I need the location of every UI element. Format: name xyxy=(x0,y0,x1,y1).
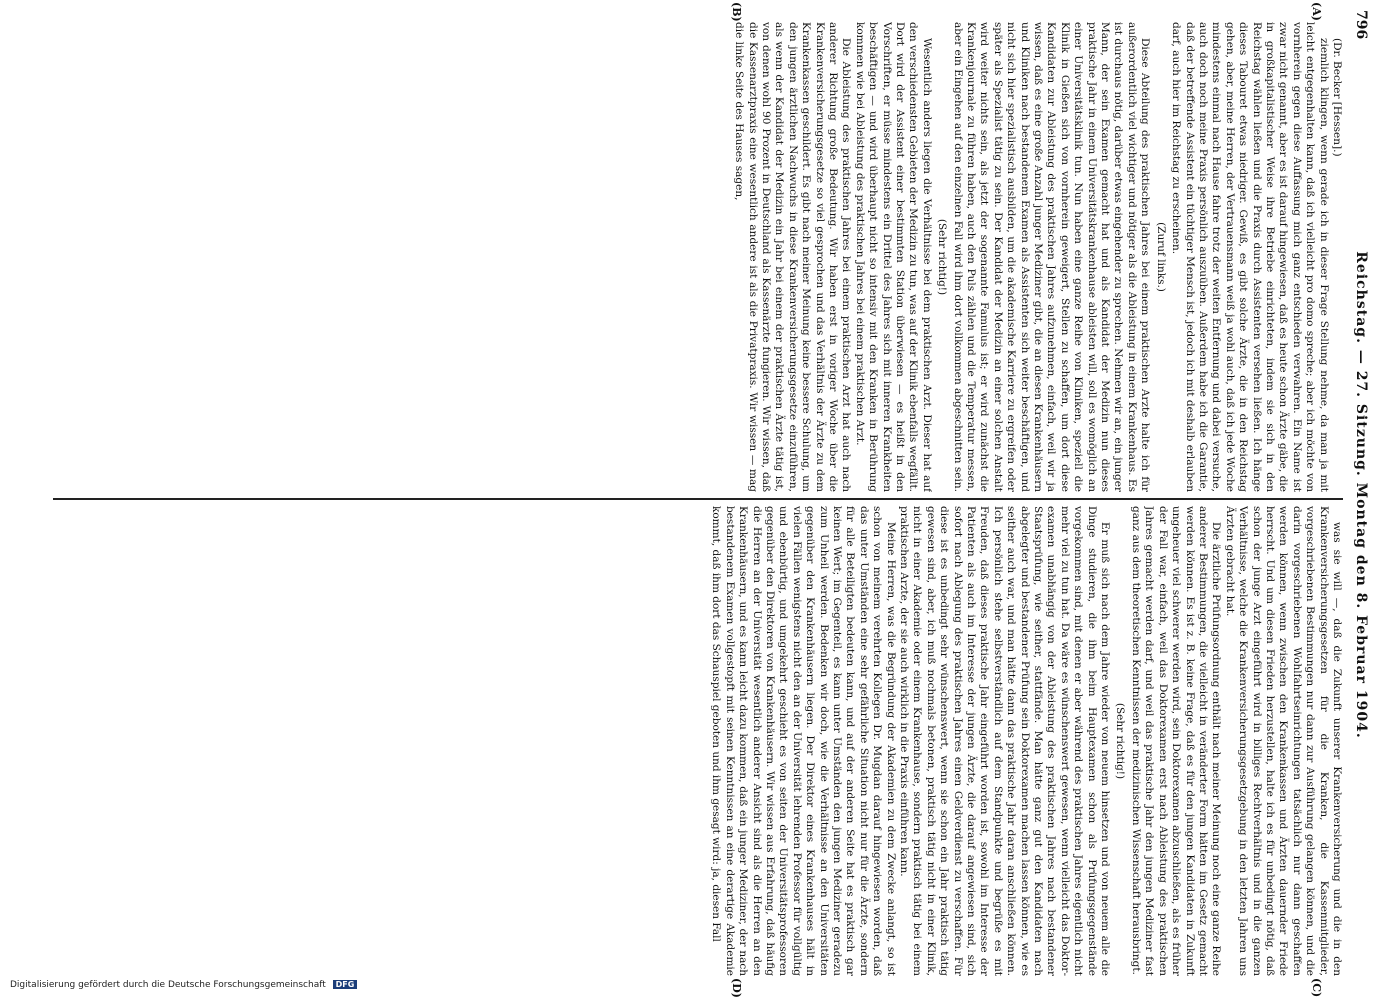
interjection: (Sehr richtig!) xyxy=(936,218,949,296)
column-divider xyxy=(53,498,1343,500)
margin-mark-c: (C) xyxy=(1310,978,1323,998)
paragraph: Die ärztliche Prüfungsordnung enthält nach meiner Meinung noch eine ganze Reihe anderer Bestimmungen, die vielleicht in veränderter Form hätten im Gesetz gemacht werden können. Es ist z. B. keine Frage, daß es für den jungen Kandidaten in Zukunft ungeheuer viel schwerer werden wird, sein Doktorexamen abzuschließen, als es früher der Fall war, einfach, weil das Doktorexamen erst nach Ableistung des praktischen Jahres gemacht werden darf, und weil das praktische Jahr den jungen Mediziner fast ganz aus dem theoretischen Kenntnissen der medizinischen Wissenschaft herausbringt. xyxy=(1129,506,1223,976)
page-header xyxy=(1345,10,1369,980)
paragraph: Meine Herren, was die Begründung der Akademien zu dem Zwecke anlangt, so ist schon von meinem verehrten Kollegen Dr. Mugdan darauf hingewiesen worden, daß das unter Umständen eine sehr gefährliche Situation nicht nur für die Ärzte, sondern für alle Beteiligten bedeuten kann, und auf der anderen Seite hat es praktisch gar keinen Wert; im Gegenteil, es kann unter Umständen den jungen Mediziner geradezu zum Unheil werden. Bedenken wir doch, wie die Verhältnisse an den Universitäten gegenüber den Krankenhäusern liegen. Der Direktor eines Krankenhauses hält in vielen Fällen wenigstens nicht den an der Universität lehrenden Professor für vollgültig und ebenbürtig, und umgekehrt geschieht es von seiten der Universitätsprofessoren gegenüber den Direktoren von Krankenhäusern. Wir wissen aus Erfahrung, daß häufig die Herren an der Universität wesentlich anderer Ansicht sind als die Herren an den Krankenhäusern, und es kann leicht dazu kommen, daß ein junger Mediziner, der nach bestandenem Examen vollgestopft mit seinen Kenntnissen an eine derartige Akademie kommt, daß ihm dort das Schauspiel geboten und ihm gesagt wird: ja, diesen Fall xyxy=(710,506,897,976)
paragraph: Wesentlich anders liegen die Verhältnisse bei dem praktischen Arzt. Dieser hat auf den verschiedensten Gebieten der Medizin zu tun, was auf der Klinik ebenfalls wegfällt. Dort wird der Assistent einer bestimmten Station überwiesen — es heißt in den Vorschriften, er müsse mindestens ein Drittel des Jahres sich mit inneren Krankheiten beschäftigen — und wird überhaupt nicht so intensiv mit den Kranken in Berührung kommen wie bei Ableistung des praktischen Jahres bei einem praktischen Arzt. xyxy=(853,22,933,492)
paragraph: ziemlich klingen, wenn gerade ich in dieser Frage Stellung nehme, da man ja mit leicht entgegenhalten kann, daß ich vielleicht pro domo spreche; aber ich möchte von vornherein gegen diese Auffassung mich ganz entschieden verwahren. Ein Name ist zwar nicht genannt, aber es ist darauf hingewiesen, daß es heute schon Ärzte gäbe, die in großkapitalistischer Weise ihre Betriebe einrichteten, indem sie sich in den Reichstag wählen ließen und die Praxis durch Assistenten versehen ließen. Ich hänge dieses Tabouret etwas niedriger. Gewiß, es gibt solche Ärzte, die in den Reichstag gehen, aber, meine Herren, der Vertrauensmann weiß ja wohl auch, daß ich jede Woche mindestens einmal nach Hause fahre trotz der weiten Entfernung und dabei versuche, auch doch noch meine Praxis persönlich auszuüben. Außerdem habe ich die Garantie, daß der betreffende Assistent ein tüchtiger Mensch ist, jedoch ich mit deshalb erlauben darf, auch hier im Reichstag zu erscheinen. xyxy=(1170,22,1330,492)
right-column xyxy=(53,506,1343,976)
paragraph: Die Ableistung des praktischen Jahres bei einem praktischen Arzt hat auch nach anderer Richtung große Bedeutung. Wir haben erst in voriger Woche über die Krankenversicherungsgesetze so viel gesprochen und das Verhältnis der Ärzte zu dem Krankenkassen geschildert. Es gibt nach meiner Meinung keine bessere Schulung, um den jungen ärztlichen Nachwuchs in diese Krankenversicherungsgesetze einzuführen, als wenn der Kandidat der Medizin ein Jahr bei einem der praktischen Ärzte tätig ist, von denen wohl 90 Prozent in Deutschland als Kassenärzte fungieren. Wir wissen, daß die Kassenarztpraxis eine wesentlich andere ist als die Privatpraxis. Wir wissen — mag die linke Seite des Hauses sagen, xyxy=(733,22,853,492)
paragraph: Er muß sich nach dem Jahre wieder von neuem hinsetzen und von neuem alle die Dinge studieren, die ihm beim Hauptexamen schon als Prüfungsgegenstände vorgekommen sind, mit denen er aber während des praktischen Jahres eigentlich nicht mehr viel zu tun hat. Da wäre es wünschenswert gewesen, wenn vielleicht das Doktorexamen unabhängig von der Ableistung des praktischen Jahres nach bestandener Staatsprüfung, wie seither, stattfände. Man hätte ganz gut den Kandidaten nach abgelegter und bestandener Prüfung sein Doktorexamen machen lassen können, wie es seither auch war, und man hätte dann das praktische Jahr daran anschließen können. Ich persönlich stehe selbstverständlich auf dem Standpunkte und begrüße es mit Freuden, daß dieses praktische Jahr eingeführt worden ist, sowohl im Interesse der Patienten als auch im Interesse der jungen Ärzte, die darauf angewiesen sind, sich sofort nach Ablegung des praktischen Jahres einen Geldverdienst zu verschaffen. Für diese ist es unbedingt sehr wünschenswert, wenn sie schon ein Jahr praktisch tätig gewesen sind, aber, ich muß nochmals betonen, praktisch tätig nicht in einer Klinik, nicht in einer Akademie oder einem Krankenhause, sondern praktisch tätig bei einem praktischen Arzte, der sie auch wirklich in die Praxis einführen kann. xyxy=(898,506,1112,976)
dfg-logo: DFG xyxy=(333,980,358,989)
left-column xyxy=(53,22,1343,492)
speaker-label: (Dr. Becker [Hessen].) xyxy=(1331,38,1343,157)
interjection: (Sehr richtig!) xyxy=(1114,702,1127,780)
margin-mark-b: (B) xyxy=(730,2,743,22)
paragraph: Diese Abteilung des praktischen Jahres bei einem praktischen Arzte halte ich für außerordentlich viel wichtiger und nötiger als die Ableistung in einem Krankenhaus. Es ist durchaus nötig, darüber etwas eingehender zu sprechen. Nehmen wir an, ein junger Mann, der sein Examen gemacht hat und als Kandidat der Medizin nun dieses praktische Jahr in einem Universitätskrankenhause ableisten will, soll es womöglich an einer Universitätsklinik tun. Nun haben eine ganze Reihe von Kliniken, speziell die Klinik in Gießen sich von vornherein geweigert, Stellen zu schaffen, um dort diese Kandidaten zur Ableistung des praktischen Jahres aufzunehmen, einfach, weil wir ja wissen, daß es eine große Anzahl junger Mediziner gibt, die an diesen Krankenhäusern und Kliniken nach bestandenem Examen als Assistenten sich weiter beschäftigen, und nicht sich hier spezialistisch ausbilden, um die akademische Karriere zu ergreifen oder später als Spezialist tätig zu sein. Der Kandidat der Medizin an einer solchen Anstalt wird weiter nichts sein, als jetzt der sogenannte Famulus ist; er wird zunächst die Krankenjournale zu führen haben, auch den Puls zählen und die Temperatur messen, aber ein Eingehen auf den einzelnen Fall wird ihm dort vollkommen abgeschnitten sein. xyxy=(951,22,1152,492)
page-number: 796 xyxy=(1353,10,1369,40)
margin-mark-a: (A) xyxy=(1310,2,1323,21)
margin-mark-d: (D) xyxy=(730,978,743,998)
page-title: Reichstag. — 27. Sitzung. Montag den 8. Februar 1904. xyxy=(1353,251,1369,739)
footer-text: Digitalisierung gefördert durch die Deutsche Forschungsgemeinschaft xyxy=(10,980,326,990)
interjection: (Zuruf links.) xyxy=(1154,222,1167,292)
footer-credit xyxy=(10,980,1373,994)
paragraph: was sie will —, daß die Zukunft unserer Krankenversicherung und die in den Krankenversicherungsgesetzen für die Kranken, die Kassenmitglieder, vorgeschriebenen Bestimmungen nur dann zur Ausführung gelangen können, und die darin vorgeschriebenen Wohlfahrtseinrichtungen tatsächlich nur dann geschaffen werden können, wenn zwischen den Krankenkassen und Ärzten dauernder Friede herrscht. Und um diesen Frieden herzustellen, halte ich es für unbedingt nötig, daß schon der junge Arzt eingeführt wird in billiges Rechtverhältnis und in die ganzen Verhältnisse, welche die Krankenversicherungsgesetzgebung in den letzten Jahren uns Ärzten gebracht hat. xyxy=(1223,506,1343,976)
